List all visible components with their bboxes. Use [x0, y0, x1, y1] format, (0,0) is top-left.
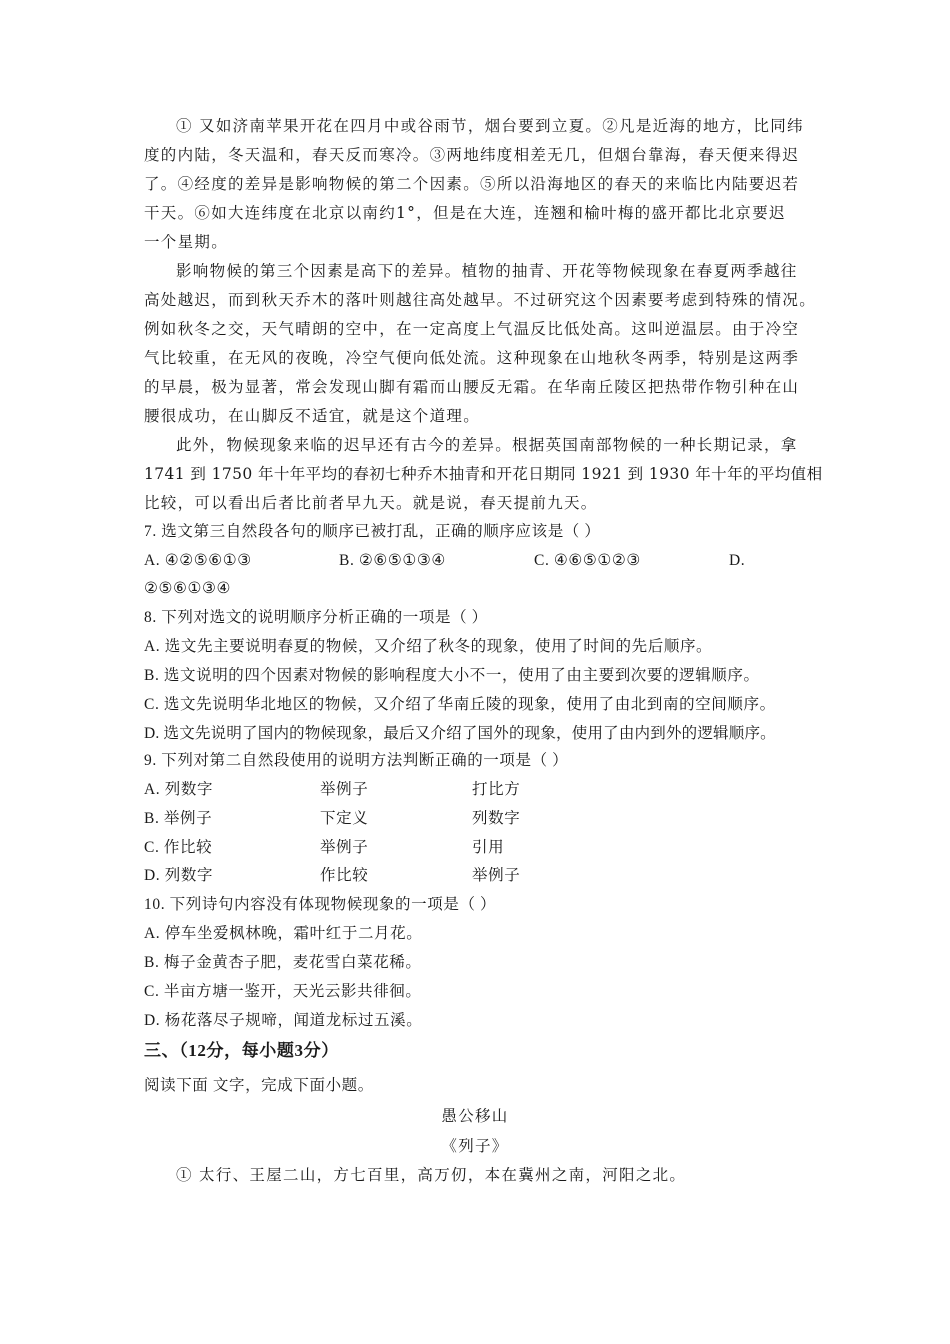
option-c: C. 作比较 [144, 839, 213, 856]
paragraph-line: 的早晨，极为显著，常会发现山脚有霜而山腰反无霜。在华南丘陵区把热带作物引种在山 [144, 378, 800, 396]
passage-line: ① 太行、王屋二山，方七百里，高万仞，本在冀州之南，河阳之北。 [176, 1166, 687, 1184]
option-c: C. ④⑥⑤①②③ [534, 552, 641, 569]
paragraph-line: 此外，物候现象来临的迟早还有古今的差异。根据英国南部物候的一种长期记录，拿 [176, 436, 798, 454]
option-c: C. 半亩方塘一鉴开，天光云影共徘徊。 [144, 983, 422, 1000]
option-a: A. 停车坐爱枫林晚，霜叶红于二月花。 [144, 925, 423, 942]
paragraph-line: 干天。⑥如大连纬度在北京以南约1°，但是在大连，连翘和榆叶梅的盛开都比北京要迟 [144, 204, 786, 222]
option-d-continued: ②⑤⑥①③④ [144, 580, 231, 597]
paragraph-line: 度的内陆，冬天温和，春天反而寒冷。③两地纬度相差无几，但烟台靠海，春天便来得迟 [144, 146, 800, 164]
paragraph-line: 高处越迟，而到秋天乔木的落叶则越往高处越早。不过研究这个因素要考虑到特殊的情况。 [144, 291, 817, 309]
paragraph-line: ① 又如济南苹果开花在四月中或谷雨节，烟台要到立夏。②凡是近海的地方，比同纬 [176, 117, 804, 135]
passage-source: 《列子》 [441, 1137, 509, 1155]
section-heading: 三、（12分，每小题3分） [144, 1041, 339, 1060]
option-c: C. 选文先说明华北地区的物候，又介绍了华南丘陵的现象，使用了由北到南的空间顺序。 [144, 696, 776, 713]
option-a: A. 选文先主要说明春夏的物候，又介绍了秋冬的现象，使用了时间的先后顺序。 [144, 638, 713, 655]
method-cell: 举例子 [320, 781, 369, 798]
method-cell: 下定义 [320, 810, 369, 827]
question-9-stem: 9. 下列对第二自然段使用的说明方法判断正确的一项是（ ） [144, 752, 569, 769]
instruction-text: 阅读下面 文字，完成下面小题。 [144, 1077, 374, 1094]
paragraph-line: 了。④经度的差异是影响物候的第二个因素。⑤所以沿海地区的春天的来临比内陆要迟若 [144, 175, 800, 193]
option-d: D. 列数字 [144, 867, 214, 884]
option-a: A. ④②⑤⑥①③ [144, 552, 252, 569]
method-cell: 引用 [472, 839, 505, 856]
question-7-stem: 7. 选文第三自然段各句的顺序已被打乱，正确的顺序应该是（ ） [144, 523, 601, 540]
question-8-stem: 8. 下列对选文的说明顺序分析正确的一项是（ ） [144, 609, 488, 626]
paragraph-line: 例如秋冬之交，天气晴朗的空中，在一定高度上气温反比低处高。这叫逆温层。由于冷空 [144, 320, 800, 338]
paragraph-line: 腰很成功，在山脚反不适宜，就是这个道理。 [144, 407, 481, 425]
option-a: A. 列数字 [144, 781, 214, 798]
method-cell: 列数字 [472, 810, 521, 827]
method-cell: 打比方 [472, 781, 521, 798]
option-b: B. 选文说明的四个因素对物候的影响程度大小不一，使用了由主要到次要的逻辑顺序。 [144, 667, 760, 684]
option-b: B. 梅子金黄杏子肥，麦花雪白菜花稀。 [144, 954, 422, 971]
method-cell: 举例子 [320, 839, 369, 856]
paragraph-line: 气比较重，在无风的夜晚，冷空气便向低处流。这种现象在山地秋冬两季，特别是这两季 [144, 349, 800, 367]
option-d: D. [729, 552, 746, 569]
option-b: B. ②⑥⑤①③④ [339, 552, 446, 569]
paragraph-line: 一个星期。 [144, 233, 229, 251]
option-d: D. 选文先说明了国内的物候现象，最后又介绍了国外的现象，使用了由内到外的逻辑顺序。 [144, 725, 776, 742]
paragraph-line: 比较，可以看出后者比前者早九天。就是说，春天提前九天。 [144, 494, 598, 512]
question-10-stem: 10. 下列诗句内容没有体现物候现象的一项是（ ） [144, 896, 497, 913]
method-cell: 举例子 [472, 867, 521, 884]
option-d: D. 杨花落尽子规啼，闻道龙标过五溪。 [144, 1012, 423, 1029]
passage-title: 愚公移山 [441, 1107, 509, 1125]
paragraph-line: 影响物候的第三个因素是高下的差异。植物的抽青、开花等物候现象在春夏两季越往 [176, 262, 798, 280]
method-cell: 作比较 [320, 867, 369, 884]
option-b: B. 举例子 [144, 810, 213, 827]
paragraph-line: 1741 到 1750 年十年平均的春初七种乔木抽青和开花日期同 1921 到 1930 年十年的平均值相 [144, 465, 823, 483]
